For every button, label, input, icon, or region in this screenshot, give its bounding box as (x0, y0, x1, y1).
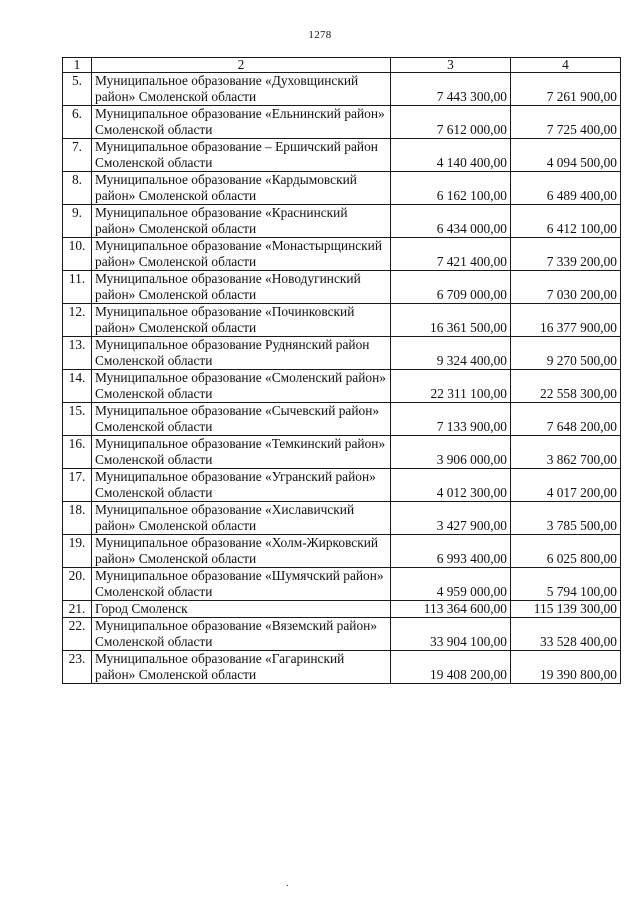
amount-col-4: 7 261 900,00 (511, 73, 621, 106)
table-row (63, 337, 621, 370)
table-row (63, 370, 621, 403)
footer-mark: . (286, 878, 289, 889)
amount-col-3: 6 993 400,00 (391, 535, 511, 568)
table-row (63, 601, 621, 618)
table-header-row (63, 58, 621, 73)
header-col-2: 2 (92, 58, 391, 73)
amount-col-3: 113 364 600,00 (391, 601, 511, 618)
amount-col-3: 4 140 400,00 (391, 139, 511, 172)
municipality-name: Муниципальное образование «Сычевский район» Смоленской области (92, 403, 391, 436)
table-row (63, 238, 621, 271)
amount-col-4: 6 489 400,00 (511, 172, 621, 205)
municipality-name: Муниципальное образование «Краснинский район» Смоленской области (92, 205, 391, 238)
amount-col-4: 4 017 200,00 (511, 469, 621, 502)
table-row (63, 618, 621, 651)
amount-col-4: 6 025 800,00 (511, 535, 621, 568)
amount-col-4: 7 030 200,00 (511, 271, 621, 304)
header-col-1: 1 (63, 58, 92, 73)
row-number: 10. (63, 238, 92, 271)
amount-col-4: 19 390 800,00 (511, 651, 621, 684)
amount-col-3: 7 612 000,00 (391, 106, 511, 139)
amount-col-3: 3 906 000,00 (391, 436, 511, 469)
amount-col-4: 3 785 500,00 (511, 502, 621, 535)
municipality-name: Муниципальное образование «Угранский район» Смоленской области (92, 469, 391, 502)
municipality-name: Муниципальное образование «Темкинский район» Смоленской области (92, 436, 391, 469)
row-number: 17. (63, 469, 92, 502)
row-number: 19. (63, 535, 92, 568)
amount-col-4: 6 412 100,00 (511, 205, 621, 238)
table-row (63, 271, 621, 304)
amount-col-4: 9 270 500,00 (511, 337, 621, 370)
municipality-name: Муниципальное образование «Смоленский район» Смоленской области (92, 370, 391, 403)
table-row (63, 568, 621, 601)
municipality-name: Муниципальное образование «Кардымовский район» Смоленской области (92, 172, 391, 205)
row-number: 21. (63, 601, 92, 618)
amount-col-4: 7 648 200,00 (511, 403, 621, 436)
municipality-name: Муниципальное образование – Ершичский район Смоленской области (92, 139, 391, 172)
municipality-name: Муниципальное образование «Духовщинский район» Смоленской области (92, 73, 391, 106)
row-number: 18. (63, 502, 92, 535)
table-row (63, 304, 621, 337)
table-row (63, 172, 621, 205)
row-number: 20. (63, 568, 92, 601)
amount-col-4: 7 339 200,00 (511, 238, 621, 271)
table-row (63, 139, 621, 172)
amount-col-4: 3 862 700,00 (511, 436, 621, 469)
amount-col-3: 4 959 000,00 (391, 568, 511, 601)
amount-col-4: 22 558 300,00 (511, 370, 621, 403)
amount-col-3: 6 709 000,00 (391, 271, 511, 304)
municipality-name: Муниципальное образование «Хиславичский район» Смоленской области (92, 502, 391, 535)
municipality-name: Муниципальное образование «Шумячский район» Смоленской области (92, 568, 391, 601)
amount-col-3: 16 361 500,00 (391, 304, 511, 337)
amount-col-4: 16 377 900,00 (511, 304, 621, 337)
table-row (63, 205, 621, 238)
header-col-4: 4 (511, 58, 621, 73)
row-number: 8. (63, 172, 92, 205)
row-number: 14. (63, 370, 92, 403)
municipality-name: Муниципальное образование «Вяземский район» Смоленской области (92, 618, 391, 651)
table-row (63, 436, 621, 469)
amount-col-4: 5 794 100,00 (511, 568, 621, 601)
municipality-name: Город Смоленск (92, 601, 391, 618)
table-row (63, 651, 621, 684)
table-row (63, 403, 621, 436)
page-number: 1278 (308, 29, 332, 41)
row-number: 11. (63, 271, 92, 304)
municipality-name: Муниципальное образование Руднянский район Смоленской области (92, 337, 391, 370)
budget-table (62, 57, 621, 684)
amount-col-3: 7 443 300,00 (391, 73, 511, 106)
header-col-3: 3 (391, 58, 511, 73)
table-row (63, 106, 621, 139)
municipality-name: Муниципальное образование «Монастырщинский район» Смоленской области (92, 238, 391, 271)
municipality-name: Муниципальное образование «Холм-Жирковский район» Смоленской области (92, 535, 391, 568)
amount-col-3: 6 162 100,00 (391, 172, 511, 205)
amount-col-3: 3 427 900,00 (391, 502, 511, 535)
row-number: 22. (63, 618, 92, 651)
row-number: 16. (63, 436, 92, 469)
municipality-name: Муниципальное образование «Гагаринский район» Смоленской области (92, 651, 391, 684)
table-row (63, 535, 621, 568)
row-number: 6. (63, 106, 92, 139)
amount-col-4: 115 139 300,00 (511, 601, 621, 618)
row-number: 12. (63, 304, 92, 337)
table-row (63, 73, 621, 106)
amount-col-4: 4 094 500,00 (511, 139, 621, 172)
amount-col-3: 7 133 900,00 (391, 403, 511, 436)
table-row (63, 502, 621, 535)
row-number: 7. (63, 139, 92, 172)
municipality-name: Муниципальное образование «Новодугинский район» Смоленской области (92, 271, 391, 304)
amount-col-3: 33 904 100,00 (391, 618, 511, 651)
municipality-name: Муниципальное образование «Ельнинский район» Смоленской области (92, 106, 391, 139)
row-number: 9. (63, 205, 92, 238)
row-number: 5. (63, 73, 92, 106)
row-number: 13. (63, 337, 92, 370)
amount-col-4: 33 528 400,00 (511, 618, 621, 651)
amount-col-3: 9 324 400,00 (391, 337, 511, 370)
amount-col-3: 4 012 300,00 (391, 469, 511, 502)
table-row (63, 469, 621, 502)
row-number: 23. (63, 651, 92, 684)
row-number: 15. (63, 403, 92, 436)
amount-col-3: 19 408 200,00 (391, 651, 511, 684)
amount-col-3: 7 421 400,00 (391, 238, 511, 271)
amount-col-4: 7 725 400,00 (511, 106, 621, 139)
amount-col-3: 22 311 100,00 (391, 370, 511, 403)
amount-col-3: 6 434 000,00 (391, 205, 511, 238)
municipality-name: Муниципальное образование «Починковский район» Смоленской области (92, 304, 391, 337)
